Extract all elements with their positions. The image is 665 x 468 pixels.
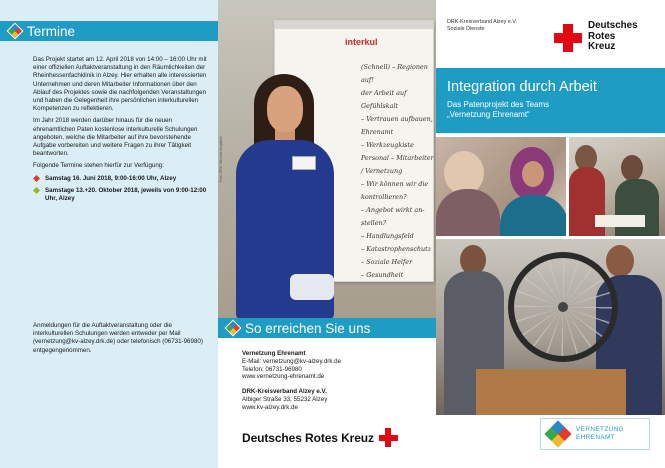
contact-info xyxy=(242,350,422,412)
name-badge xyxy=(292,156,316,170)
mosaic-logo-icon xyxy=(544,420,571,447)
contact-heading: So erreichen Sie uns xyxy=(245,320,371,336)
person-head xyxy=(621,155,643,181)
contact-web[interactable]: www.kv-alzey.drk.de xyxy=(242,403,298,411)
registration-note: Anmeldungen für die Auftaktveranstaltung oder die interkulturellen Schulungen werden entweder per Mail (vernetzung@kv-alzey.drk.de) oder telefonisch (06731-96980) entgegengenommen. xyxy=(33,322,203,354)
date-item xyxy=(33,175,213,183)
cover-subtitle xyxy=(447,100,549,120)
drk-brand-name: Deutsches Rotes Kreuz xyxy=(242,430,374,445)
person-face xyxy=(522,161,544,187)
person-older-woman-body xyxy=(436,189,500,236)
red-cross-icon xyxy=(379,428,398,447)
cover-org-line: Soziale Dienste xyxy=(447,26,485,32)
speaker-figure xyxy=(232,74,336,318)
vernetzung-ehrenamt-logo xyxy=(540,418,650,450)
flipchart-line: Personal – Mitarbeiter / Vernetzung xyxy=(361,154,434,175)
photo-credit: Foto: DRK / Michael Jungbluth xyxy=(219,136,223,182)
workbench xyxy=(476,369,626,415)
flipchart-notes xyxy=(361,61,435,282)
date-item xyxy=(33,187,213,203)
drk-logo-line: Rotes xyxy=(588,30,616,42)
flipchart-line: – Soziale Helfer xyxy=(361,258,413,266)
flipchart-line: – Wir können wir die xyxy=(361,180,429,188)
speaker-face xyxy=(267,86,303,132)
photo-women-talking xyxy=(436,137,566,236)
flipchart-line: (Schnell) – Regionen auf! xyxy=(361,63,428,84)
contact-phone: Telefon: 06731-96980 xyxy=(242,365,302,373)
date-text: Samstage 13.+20. Oktober 2018, jeweils von 9:00-12:00 Uhr, Alzey xyxy=(45,186,207,203)
dates-intro: Folgende Termine stehen hierfür zur Verfügung: xyxy=(33,162,164,170)
contact-org: Vernetzung Ehrenamt xyxy=(242,350,306,357)
date-text: Samstag 16. Juni 2018, 9:00-16:00 Uhr, Alzey xyxy=(45,174,177,182)
flipchart-line: – Angebot wirkt an- xyxy=(361,206,425,214)
person-scarf xyxy=(500,195,566,236)
red-cross-logo-icon xyxy=(554,24,582,52)
diamond-logo-icon xyxy=(7,23,24,40)
contact-address: Albiger Straße 33, 55232 Alzey xyxy=(242,395,328,403)
termine-header-bar xyxy=(0,21,218,41)
flipchart-line: der Arbeit auf Gefühlskalt xyxy=(361,89,407,110)
date-list xyxy=(33,175,213,204)
cover-subtitle-line: Das Patenprojekt des Teams xyxy=(447,100,550,109)
cover-org-info xyxy=(447,19,517,33)
termine-body xyxy=(33,56,213,209)
contact-email[interactable]: E-Mail: vernetzung@kv-alzey.drk.de xyxy=(242,357,342,365)
vernetzung-logo-text xyxy=(576,426,624,442)
vernetzung-logo-line: VERNETZUNG xyxy=(576,426,625,433)
drk-logo-line: Deutsches xyxy=(588,20,638,31)
contact-web[interactable]: www.vernetzung-ehrenamt.de xyxy=(242,373,325,381)
person-body xyxy=(615,179,659,236)
flipchart-line: kontrollieren? xyxy=(361,193,407,201)
spacer xyxy=(242,381,422,388)
mechanic-right-head xyxy=(606,245,634,277)
vernetzung-logo-line: EHRENAMT xyxy=(576,434,616,441)
flipchart-line: – Gesundheit xyxy=(361,271,404,279)
photo-group-table xyxy=(569,137,665,236)
speaker-photo xyxy=(218,0,436,318)
cover-org-line: DRK-Kreisverband Alzey e.V. xyxy=(447,19,517,25)
termine-heading: Termine xyxy=(27,23,76,39)
flipchart-line: stellen? xyxy=(361,219,387,227)
drk-brand-bottom xyxy=(242,428,398,447)
flipchart-logo: interkul xyxy=(345,37,378,47)
table-papers xyxy=(595,215,645,227)
flipchart-line: – Vertrauen aufbauen, xyxy=(361,115,433,123)
red-diamond-bullet-icon xyxy=(33,175,40,182)
contact-header-bar xyxy=(218,318,436,338)
wheel-hub xyxy=(558,302,568,312)
flipchart-line: – Werkzeugkiste xyxy=(361,141,414,149)
drk-logo-text xyxy=(588,21,638,53)
intro-paragraph: Das Projekt startet am 12. April 2018 von 14:00 – 16:00 Uhr mit einer offiziellen Auftaktveranstaltung in den Räumlichkeiten der Rheinhessenfachklinik in Alzey. Hier erhalten alle interessierten Unternehmen und deren Mitarbeiter Informationen über den Ablauf des Projektes sowie die nachfolgenden Veranstaltungen und haben die Gelegenheit ihre persönlichen interkulturellen Kompetenzen zu reflektieren. xyxy=(33,56,207,113)
flipchart-clip xyxy=(275,21,433,29)
contact-org: DRK-Kreisverband Alzey e.V. xyxy=(242,388,327,396)
drk-logo-line: Kreuz xyxy=(588,41,616,52)
cover-title: Integration durch Arbeit xyxy=(447,79,597,95)
training-paragraph: Im Jahr 2018 werden darüber hinaus für die neuen ehrenamtlichen Paten kostenlose interkulturelle Schulungen angeboten, welche die Mitarbeiter auf ihre bevorstehende Aufgabe vorbereiten und weitere Fragen zu ihrer Tätigkeit beantworten. xyxy=(33,117,198,158)
flipchart-line: – Handlungsfeld xyxy=(361,232,414,240)
green-diamond-bullet-icon xyxy=(33,187,40,194)
cover-subtitle-line: „Vernetzung Ehrenamt“ xyxy=(447,110,530,119)
diamond-logo-icon xyxy=(225,320,242,337)
flipchart-line: – Katastrophenschutz xyxy=(361,245,432,253)
flipchart-line: Ehrenamt xyxy=(361,128,394,136)
cloth-in-hands xyxy=(290,274,334,300)
